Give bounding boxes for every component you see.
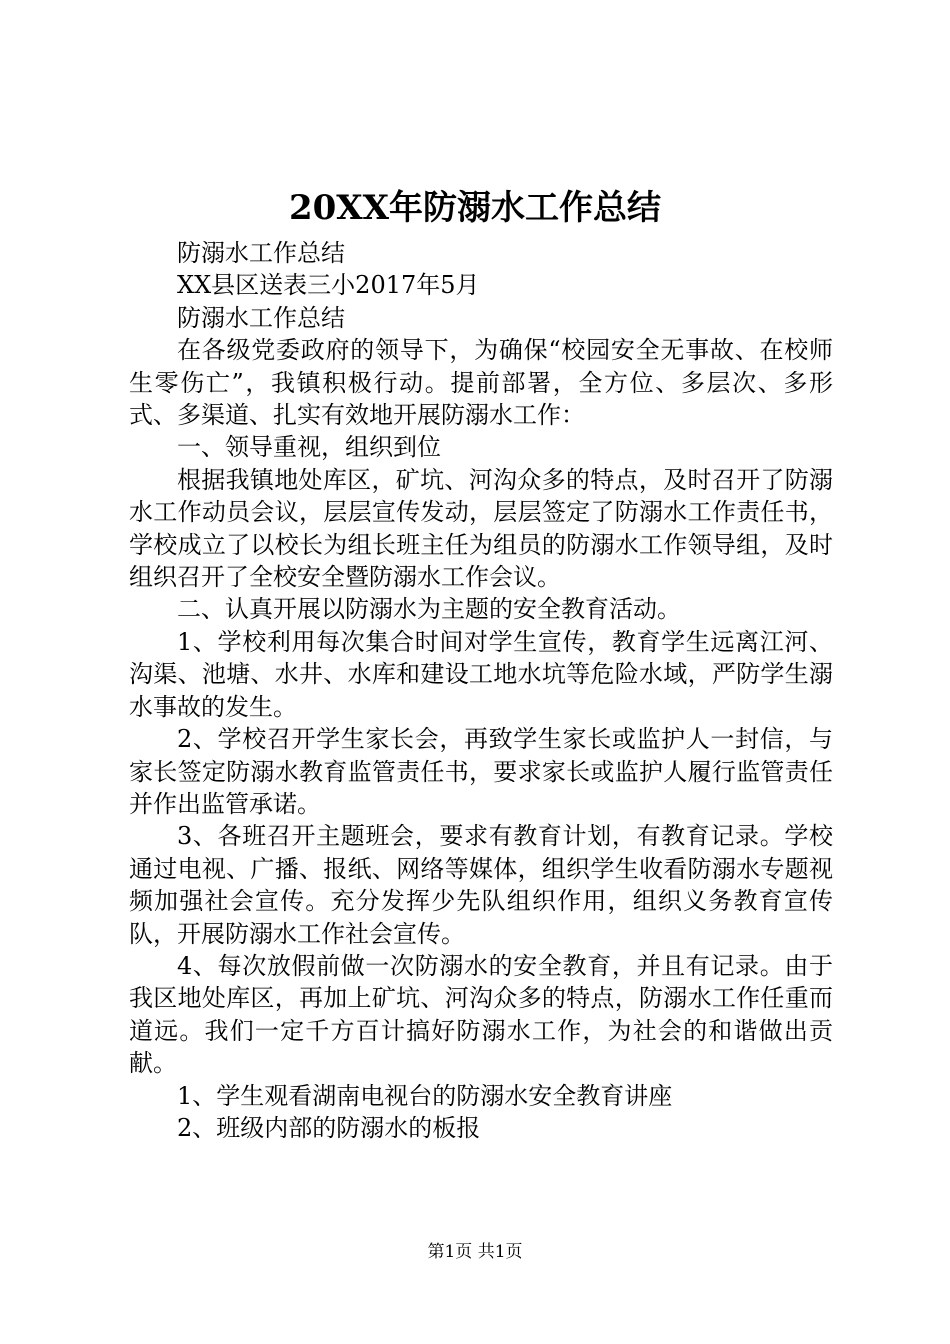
page-footer: 第1页 共1页 [427,1242,523,1262]
paragraph: 防溺水工作总结 [177,239,345,267]
paragraph: 2、学校召开学生家长会，再致学生家长或监护人一封信，与家长签定防溺水教育监管责任书，要求家长或监护人履行监管责任并作出监管承诺。 [129,725,833,818]
section-heading: 二、认真开展以防溺水为主题的安全教育活动。 [177,595,681,624]
paragraph: 4、每次放假前做一次防溺水的安全教育，并且有记录。由于我区地处库区，再加上矿坑、河沟众多的特点，防溺水工作任重而道远。我们一定千方百计搞好防溺水工作，为社会的和谐做出贡献。 [129,951,833,1078]
paragraph: 3、各班召开主题班会，要求有教育计划，有教育记录。学校通过电视、广播、报纸、网络等媒体，组织学生收看防溺水专题视频加强社会宣传。充分发挥少先队组织作用，组织义务教育宣传队，开展防溺水工作社会宣传。 [129,822,833,948]
paragraph: 2、班级内部的防溺水的板报 [177,1113,481,1142]
paragraph: 根据我镇地处库区，矿坑、河沟众多的特点，及时召开了防溺水工作动员会议，层层宣传发动，层层签定了防溺水工作责任书，学校成立了以校长为组长班主任为组员的防溺水工作领导组，及时组织召开了全校安全暨防溺水工作会议。 [129,465,833,592]
paragraph: 在各级党委政府的领导下，为确保“校园安全无事故、在校师生零伤亡”，我镇积极行动。提前部署，全方位、多层次、多形式、多渠道、扎实有效地开展防溺水工作： [129,336,833,430]
paragraph: 1、学校利用每次集合时间对学生宣传，教育学生远离江河、沟渠、池塘、水井、水库和建设工地水坑等危险水域，严防学生溺水事故的发生。 [129,627,833,721]
paragraph: 防溺水工作总结 [177,303,345,332]
document-title: 20XX年防溺水工作总结 [288,188,662,228]
paragraph: XX县区送表三小2017年5月 [177,271,480,300]
section-heading: 一、领导重视，组织到位 [177,433,441,462]
paragraph: 1、学生观看湖南电视台的防溺水安全教育讲座 [177,1081,673,1110]
document-body [129,237,833,1144]
